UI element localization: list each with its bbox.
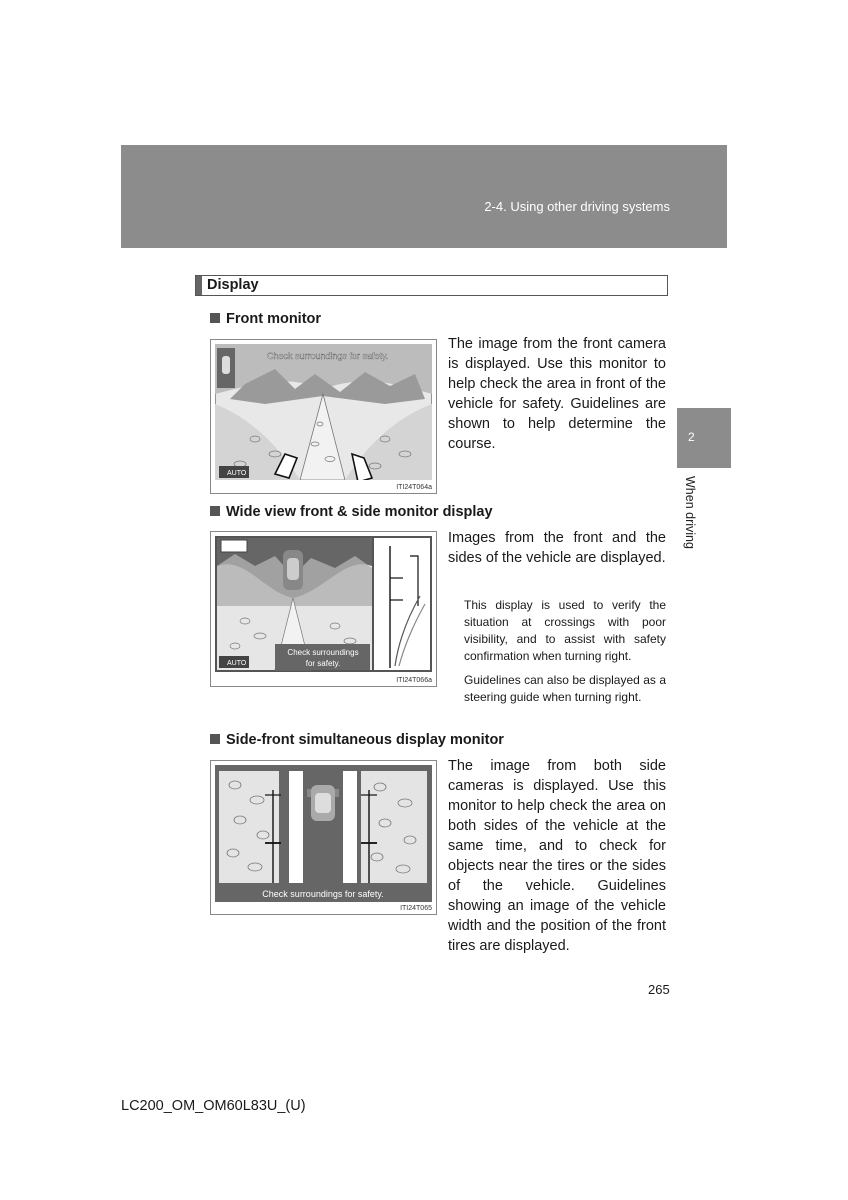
- front-monitor-heading-text: Front monitor: [226, 311, 322, 327]
- front-monitor-figure: [210, 339, 437, 494]
- chapter-label: When driving: [683, 476, 697, 549]
- side-front-heading: [210, 732, 504, 748]
- side-front-heading-text: Side-front simultaneous display monitor: [226, 732, 504, 748]
- wide-view-overlay-line2: for safety.: [305, 659, 341, 668]
- wide-view-overlay-line1: Check surroundings: [287, 648, 359, 657]
- wide-view-screen: [215, 536, 432, 672]
- section-heading-bar: [196, 276, 202, 295]
- chapter-header-bar: [121, 145, 727, 248]
- figure-code: ITI24T066a: [396, 677, 432, 684]
- figure-code: ITI24T065: [400, 905, 432, 912]
- wide-view-note-2: Guidelines can also be displayed as a steering guide when turning right.: [464, 673, 666, 704]
- page-number: 265: [648, 982, 670, 997]
- front-monitor-overlay: Check surroundings for safety.: [267, 351, 389, 361]
- front-monitor-description: The image from the front camera is displayed. Use this monitor to help check the area in front of the vehicle for safety. Guidelines are shown to help determine the course.: [448, 336, 666, 452]
- chapter-number: 2: [688, 430, 695, 444]
- wide-view-heading-text: Wide view front & side monitor display: [226, 504, 493, 520]
- square-bullet-icon: [210, 506, 220, 516]
- wide-view-auto-label: AUTO: [227, 660, 247, 667]
- square-bullet-icon: [210, 313, 220, 323]
- wide-view-figure: [210, 531, 437, 687]
- manual-code: LC200_OM_OM60L83U_(U): [121, 1098, 306, 1114]
- side-front-overlay: Check surroundings for safety.: [262, 889, 384, 899]
- wide-view-note-1: This display is used to verify the situation at crossings with poor visibility, and to assist with safety confirmation when turning right.: [464, 598, 666, 663]
- breadcrumb: 2-4. Using other driving systems: [484, 199, 670, 214]
- side-front-screen: [215, 765, 432, 902]
- section-heading-box: [195, 275, 668, 296]
- side-front-description: The image from both side cameras is displayed. Use this monitor to help check the area on both sides of the vehicle at the same time, and to check for objects near the tires or the sides of the vehicle. Guidelines showing an image of the vehicle width and the position of the front tires are displayed.: [448, 758, 666, 954]
- square-bullet-icon: [210, 734, 220, 744]
- wide-view-description: Images from the front and the sides of the vehicle are displayed.: [448, 530, 666, 566]
- side-front-figure: [210, 760, 437, 915]
- front-monitor-screen: [215, 344, 432, 480]
- section-title: Display: [207, 277, 259, 293]
- wide-view-heading: [210, 504, 493, 520]
- chapter-tab: [677, 408, 731, 468]
- figure-code: ITI24T064a: [396, 484, 432, 491]
- front-monitor-auto-label: AUTO: [227, 470, 247, 477]
- front-monitor-heading: [210, 311, 321, 327]
